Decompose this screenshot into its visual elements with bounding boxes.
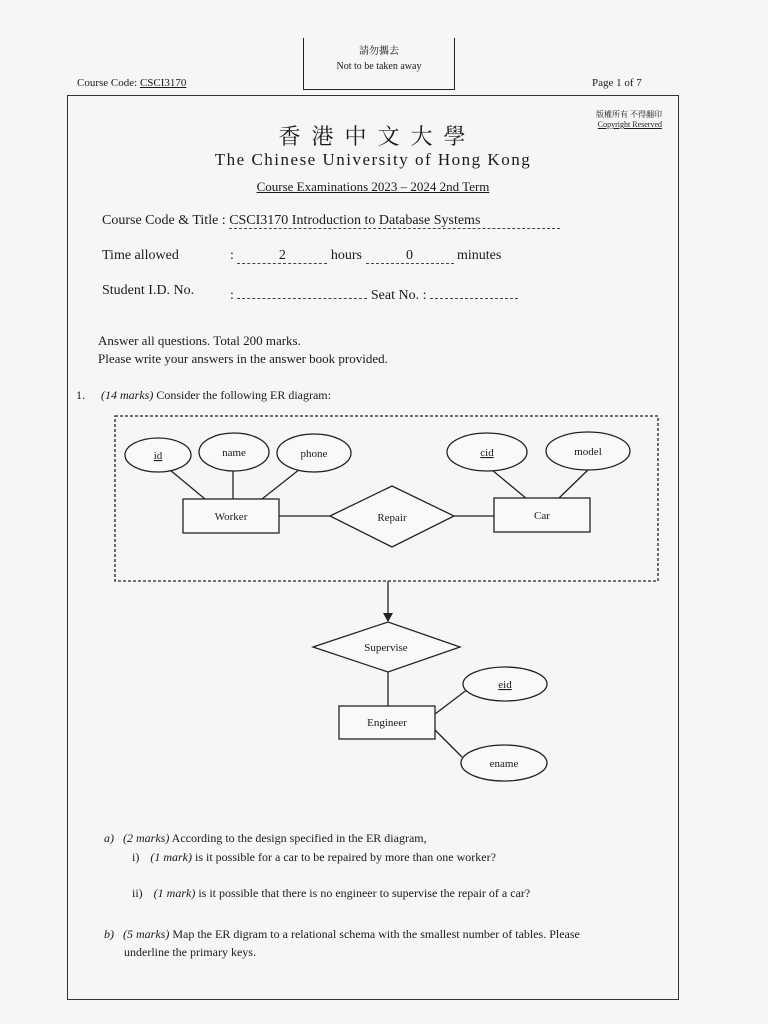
course-title-label: Course Code & Title: [102, 213, 219, 228]
exam-term: Course Examinations 2023 – 2024 2nd Term: [256, 179, 490, 194]
sub-a-i-label: i): [132, 850, 140, 864]
attr-model-label: model: [574, 446, 602, 458]
sub-b-text-2: underline the primary keys.: [124, 945, 256, 959]
sub-a-ii-text: is it possible that there is no engineer to supervise the repair of a car?: [198, 886, 531, 900]
repair-label: Repair: [377, 512, 407, 524]
time-allowed-label: Time allowed: [102, 248, 179, 263]
sub-b-marks: (5 marks): [123, 927, 170, 941]
attr-cid-label: cid: [480, 447, 494, 459]
sub-question-a-i: [132, 850, 496, 865]
notice-chinese: 請勿攜去: [359, 46, 399, 57]
car-label: Car: [534, 510, 550, 522]
sub-question-a: [104, 831, 427, 846]
sub-b-label: b): [104, 927, 114, 941]
copyright-chinese: 版權所有 不得翻印: [596, 110, 662, 119]
minutes-unit: minutes: [457, 248, 502, 263]
sub-a-marks: (2 marks): [123, 831, 170, 845]
student-id-row: : Seat No. :: [230, 283, 518, 304]
time-allowed-row: : 2 hours 0 minutes: [230, 248, 502, 263]
university-name-chinese: 香 港 中 文 大 學: [278, 125, 468, 150]
attr-phone-label: phone: [300, 448, 328, 460]
hours-unit: hours: [330, 248, 363, 263]
arrow-head-icon: [383, 613, 393, 622]
sub-a-ii-label: ii): [132, 886, 143, 900]
supervise-label: Supervise: [364, 642, 408, 654]
sub-a-ii-marks: (1 mark): [153, 886, 196, 900]
sub-b-text: Map the ER digram to a relational schema with the smallest number of tables. Please: [172, 927, 580, 941]
question-marks: (14 marks): [101, 388, 154, 402]
attr-eid-label: eid: [498, 679, 512, 691]
course-code-label: Course Code:: [77, 77, 138, 89]
seat-label: Seat No.: [370, 288, 420, 303]
university-name-english: The Chinese University of Hong Kong: [214, 150, 532, 169]
sub-a-i-text: is it possible for a car to be repaired by more than one worker?: [195, 850, 496, 864]
attr-id-label: id: [153, 450, 163, 462]
attr-ename-label: ename: [489, 758, 519, 770]
sub-a-text: According to the design specified in the ER diagram,: [171, 831, 427, 845]
hours-value: 2: [237, 248, 327, 264]
sub-question-b: [104, 925, 580, 961]
copyright-english: Copyright Reserved: [597, 120, 662, 129]
sub-question-a-ii: [132, 886, 530, 901]
course-title-value: CSCI3170 Introduction to Database Systems: [229, 213, 560, 229]
question-number: 1.: [76, 388, 85, 402]
sub-a-i-marks: (1 mark): [150, 850, 192, 864]
question-text: Consider the following ER diagram:: [156, 388, 331, 402]
worker-label: Worker: [214, 511, 248, 523]
student-id-label: Student I.D. No.: [102, 283, 195, 298]
sub-a-label: a): [104, 831, 114, 845]
attr-name-label: name: [222, 447, 246, 459]
instruction-line-1: Answer all questions. Total 200 marks.: [98, 333, 301, 348]
course-code-value: CSCI3170: [139, 77, 187, 89]
course-title-row: Course Code & Title : CSCI3170 Introduction to Database Systems: [102, 213, 560, 229]
instruction-line-2: Please write your answers in the answer book provided.: [98, 351, 388, 366]
engineer-label: Engineer: [367, 717, 407, 729]
page-number: Page 1 of 7: [592, 77, 642, 89]
notice-english: Not to be taken away: [336, 61, 422, 72]
minutes-value: 0: [366, 248, 454, 264]
